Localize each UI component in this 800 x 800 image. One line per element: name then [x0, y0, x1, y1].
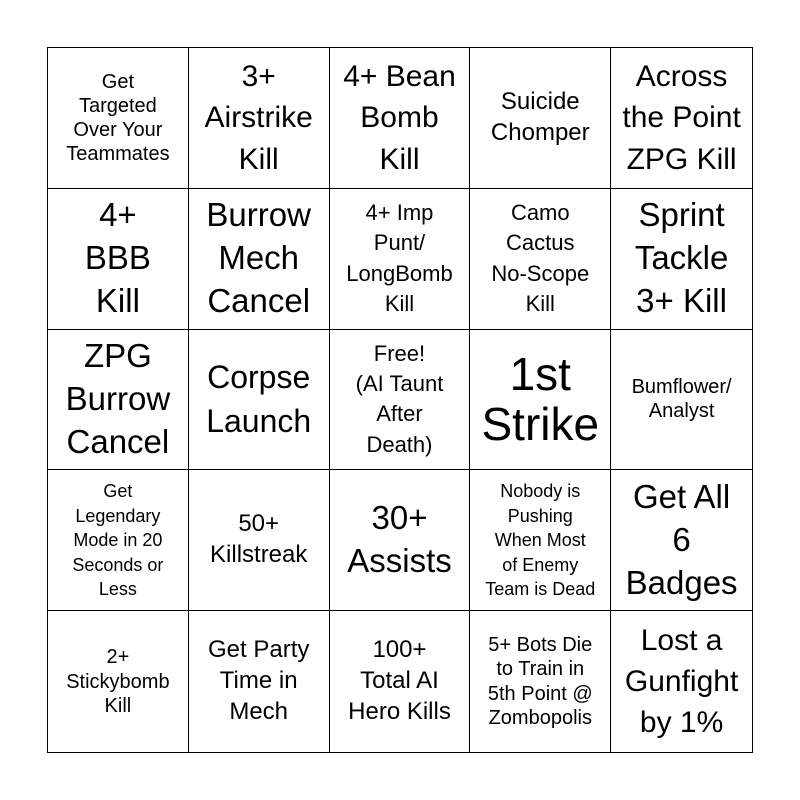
- bingo-cell[interactable]: [189, 189, 330, 330]
- bingo-cell-text: Get Party Time in Mech: [208, 636, 310, 726]
- bingo-cell[interactable]: [48, 48, 189, 189]
- bingo-cell[interactable]: [48, 611, 189, 752]
- bingo-cell[interactable]: [189, 48, 330, 189]
- bingo-cell-text: Get All 6 Badges: [625, 477, 738, 601]
- bingo-cell-text: 3+ Airstrike Kill: [204, 59, 313, 176]
- bingo-cell-text: Get Legendary Mode in 20 Seconds or Less: [72, 481, 164, 599]
- bingo-cell-text: ZPG Burrow Cancel: [65, 337, 171, 460]
- bingo-cell[interactable]: [611, 470, 752, 611]
- bingo-cell-text: 100+ Total AI Hero Kills: [348, 636, 451, 726]
- bingo-cell-text: 4+ BBB Kill: [84, 196, 151, 320]
- bingo-cell[interactable]: [611, 330, 752, 471]
- bingo-cell-text: 50+ Killstreak: [210, 510, 308, 569]
- bingo-cell[interactable]: [470, 611, 611, 752]
- bingo-cell[interactable]: [330, 611, 471, 752]
- bingo-cell-text: Burrow Mech Cancel: [206, 196, 311, 320]
- bingo-cell-text: Nobody is Pushing When Most of Enemy Team is Dead: [485, 481, 596, 599]
- bingo-cell-text: 30+ Assists: [347, 499, 452, 580]
- bingo-cell-text: Sprint Tackle 3+ Kill: [634, 196, 729, 320]
- bingo-cell-text: 4+ Bean Bomb Kill: [343, 59, 456, 176]
- bingo-cell-text: Corpse Launch: [206, 358, 312, 440]
- bingo-board: [47, 47, 753, 753]
- bingo-cell-text: Suicide Chomper: [490, 87, 590, 146]
- bingo-cell[interactable]: [470, 189, 611, 330]
- bingo-cell-text: 1st Strike: [481, 347, 600, 451]
- bingo-cell-text: Bumflower/ Analyst: [631, 376, 732, 423]
- bingo-cell-text: Camo Cactus No-Scope Kill: [491, 199, 590, 317]
- bingo-cell[interactable]: [330, 189, 471, 330]
- bingo-cell[interactable]: [470, 330, 611, 471]
- bingo-cell-text: Across the Point ZPG Kill: [622, 59, 741, 176]
- bingo-cell[interactable]: [48, 189, 189, 330]
- bingo-cell[interactable]: [330, 330, 471, 471]
- bingo-cell[interactable]: [611, 189, 752, 330]
- bingo-cell-text: Get Targeted Over Your Teammates: [66, 70, 170, 166]
- bingo-cell[interactable]: [189, 330, 330, 471]
- bingo-cell-text: Free! (AI Taunt After Death): [355, 340, 444, 457]
- bingo-cell-text: 4+ Imp Punt/ LongBomb Kill: [346, 199, 453, 317]
- bingo-cell[interactable]: [48, 470, 189, 611]
- bingo-cell-text: 5+ Bots Die to Train in 5th Point @ Zombopolis: [487, 634, 593, 729]
- bingo-cell-text: 2+ Stickybomb Kill: [66, 646, 170, 717]
- bingo-cell[interactable]: [470, 48, 611, 189]
- bingo-cell[interactable]: [611, 611, 752, 752]
- bingo-cell[interactable]: [611, 48, 752, 189]
- bingo-cell-text: Lost a Gunfight by 1%: [624, 623, 739, 740]
- bingo-cell[interactable]: [189, 611, 330, 752]
- bingo-cell[interactable]: [189, 470, 330, 611]
- bingo-cell[interactable]: [330, 470, 471, 611]
- bingo-cell[interactable]: [330, 48, 471, 189]
- bingo-cell[interactable]: [48, 330, 189, 471]
- bingo-cell[interactable]: [470, 470, 611, 611]
